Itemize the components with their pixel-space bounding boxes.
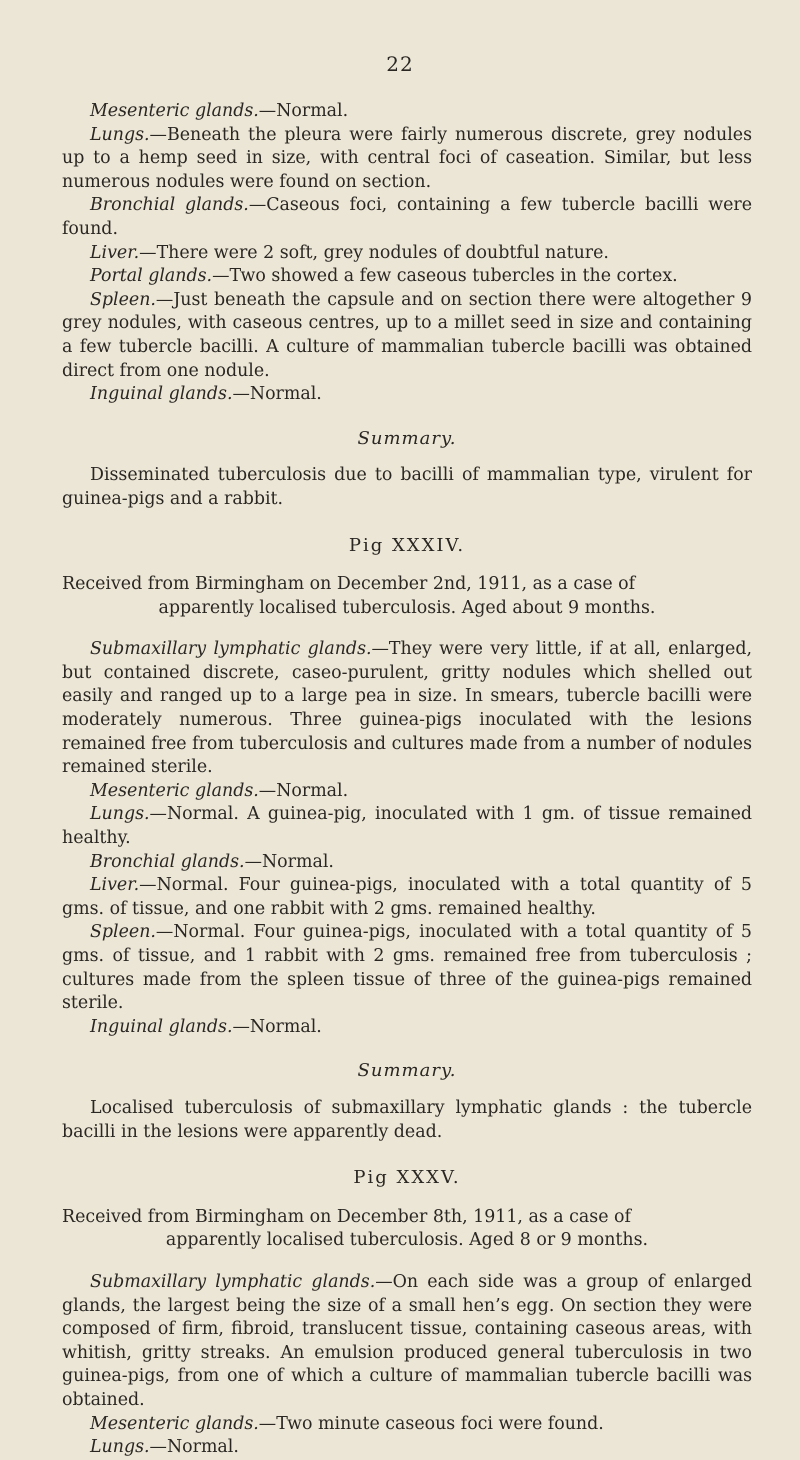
label-liver: Liver. <box>90 242 140 263</box>
text-35-submaxillary: —On each side was a group of enlarged glands, the largest being the size of a small hen’s egg. On section they were composed of firm, fibroid, translucent tissue, containing caseous areas, with whitish, gritty streaks. An emulsion produced general tuberculosis in two guinea-pigs, from one of which a culture of mammalian tubercle bacilli was obtained. <box>62 1271 752 1410</box>
paragraph-inguinal <box>62 383 752 407</box>
text-35-mesenteric: —Two minute caseous foci were found. <box>258 1413 604 1434</box>
text-bronchial: —Caseous foci, containing a few tubercle bacilli were found. <box>62 195 752 239</box>
summary-text-2: Localised tuberculosis of submaxillary lymphatic glands : the tubercle bacilli in the lesions were apparently dead. <box>62 1097 752 1142</box>
label-35-submaxillary: Submaxillary lymphatic glands. <box>90 1271 376 1292</box>
label-35-mesenteric: Mesenteric glands. <box>90 1413 259 1434</box>
paragraph-portal <box>62 265 752 289</box>
text-35-lungs: —Normal. <box>149 1437 239 1458</box>
label-34-inguinal: Inguinal glands. <box>90 1016 233 1037</box>
paragraph-mesenteric <box>62 100 752 124</box>
text-mesenteric: —Normal. <box>258 101 349 121</box>
paragraph-34-mesenteric <box>62 780 752 804</box>
paragraph-34-spleen <box>62 921 752 1015</box>
label-34-liver: Liver. <box>90 875 140 896</box>
pig-35-intro-line1: Received from Birmingham on December 8th, 1911, as a case of <box>62 1206 631 1227</box>
label-mesenteric: Mesenteric glands. <box>90 101 259 121</box>
label-spleen: Spleen. <box>90 289 156 310</box>
paragraph-bronchial <box>62 194 752 241</box>
text-34-lungs: —Normal. A guinea-pig, inoculated with 1 gm. of tissue remained healthy. <box>62 804 752 849</box>
text-34-liver: —Normal. Four guinea-pigs, inoculated with a total quantity of 5 gms. of tissue, and one rabbit with 2 gms. remained healthy. <box>62 875 752 919</box>
label-34-mesenteric: Mesenteric glands. <box>90 780 259 801</box>
paragraph-34-submaxillary <box>62 638 752 780</box>
summary-heading-2: Summary. <box>357 1060 457 1082</box>
summary-heading-1: Summary. <box>357 427 457 449</box>
text-34-mesenteric: —Normal. <box>258 780 349 801</box>
label-34-bronchial: Bronchial glands. <box>90 851 245 872</box>
text-inguinal: —Normal. <box>232 384 322 405</box>
text-lungs: —Beneath the pleura were fairly numerous discrete, grey nodules up to a hemp seed in size, with central foci of caseation. Similar, but less numerous nodules were found on section. <box>62 124 752 192</box>
label-35-lungs: Lungs. <box>90 1437 150 1458</box>
label-lungs: Lungs. <box>90 124 150 145</box>
summary-text-1: Disseminated tuberculosis due to bacilli of mammalian type, virulent for guinea-pigs and a rabbit. <box>62 465 752 509</box>
label-34-spleen: Spleen. <box>90 922 156 943</box>
label-bronchial: Bronchial glands. <box>90 195 249 216</box>
paragraph-34-inguinal <box>62 1016 752 1040</box>
label-34-lungs: Lungs. <box>90 804 150 825</box>
pig-35-intro-line2: apparently localised tuberculosis. Aged 8 or 9 months. <box>165 1230 649 1251</box>
paragraph-35-submaxillary <box>62 1271 752 1413</box>
text-34-submaxillary: —They were very little, if at all, enlarged, but contained discrete, caseo-purulent, gritty nodules which shelled out easily and ranged up to a large pea in size. In smears, tubercle bacilli were moderately numerous. Three guinea-pigs inoculated with the lesions remained free from tuberculosis and cultures made from a number of nodules remained sterile. <box>62 639 752 778</box>
paragraph-35-lungs <box>62 1436 752 1460</box>
label-portal: Portal glands. <box>90 266 213 287</box>
pig-34-heading: Pig XXXIV. <box>348 534 466 556</box>
text-liver: —There were 2 soft, grey nodules of doubtful nature. <box>139 242 609 263</box>
text-34-inguinal: —Normal. <box>232 1016 322 1037</box>
paragraph-34-lungs <box>62 803 752 850</box>
pig-34-intro-line2: apparently localised tuberculosis. Aged about 9 months. <box>158 597 656 618</box>
pig-35-heading: Pig XXXV. <box>353 1167 461 1189</box>
pig-34-intro-line1: Received from Birmingham on December 2nd, 1911, as a case of <box>62 574 636 595</box>
paragraph-spleen <box>62 289 752 383</box>
text-34-spleen: —Normal. Four guinea-pigs, inoculated with a total quantity of 5 gms. of tissue, and 1 rabbit with 2 gms. remained free from tuberculosis ; cultures made from the spleen tissue of three of the guinea-pigs remained sterile. <box>62 922 752 1014</box>
pig-34-intro <box>62 573 752 620</box>
paragraph-34-bronchial <box>62 851 752 875</box>
paragraph-34-liver <box>62 874 752 921</box>
text-34-bronchial: —Normal. <box>244 851 334 872</box>
paragraph-35-mesenteric <box>62 1413 752 1437</box>
paragraph-lungs <box>62 124 752 195</box>
label-34-submaxillary: Submaxillary lymphatic glands. <box>90 639 372 660</box>
paragraph-liver <box>62 242 752 266</box>
text-portal: —Two showed a few caseous tubercles in the cortex. <box>212 266 678 287</box>
body-text <box>62 100 752 1460</box>
pig-35-intro <box>62 1206 752 1253</box>
text-spleen: —Just beneath the capsule and on section there were altogether 9 grey nodules, with caseous centres, up to a millet seed in size and containing a few tubercle bacilli. A culture of mammalian tubercle bacilli was obtained direct from one nodule. <box>62 289 752 381</box>
page-number: 22 <box>386 52 414 76</box>
label-inguinal: Inguinal glands. <box>90 384 233 405</box>
